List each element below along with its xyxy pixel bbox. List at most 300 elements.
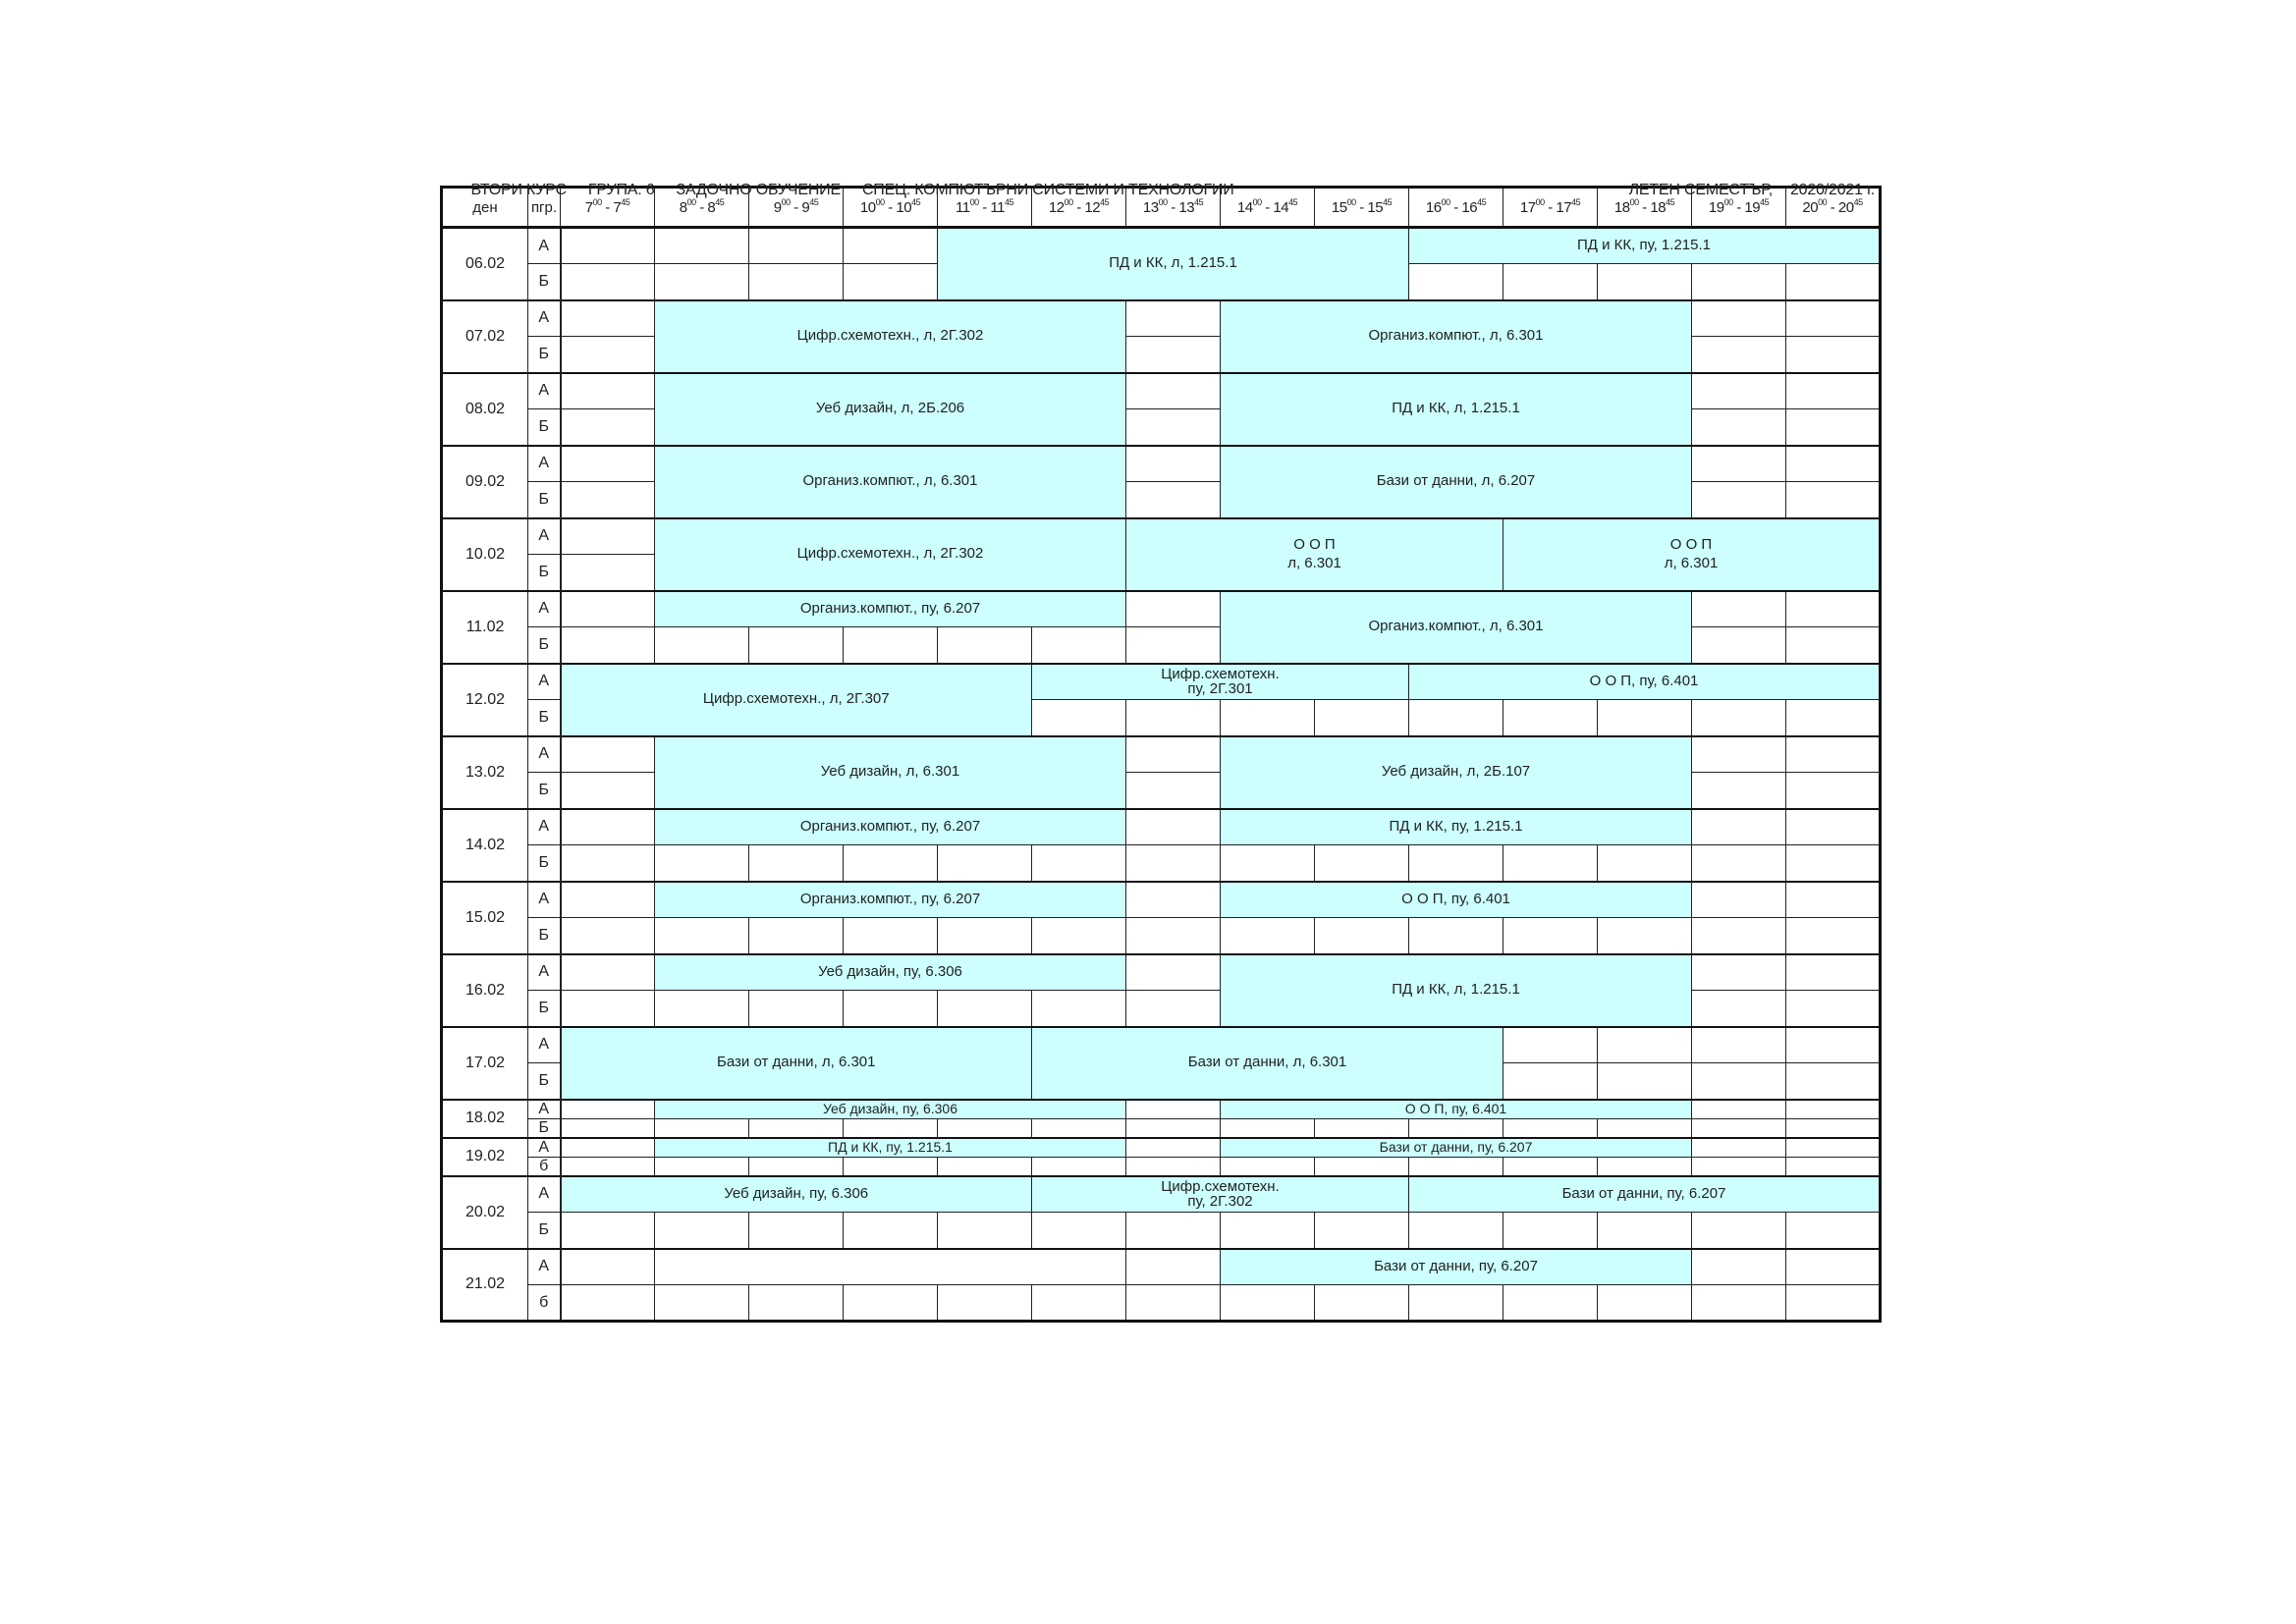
slot-end-hour: 8 [707,198,716,216]
table-row [442,1249,1881,1285]
empty-slot [1126,1249,1221,1285]
day-cell: 14.02 [442,809,528,882]
empty-slot [1032,918,1126,954]
empty-slot [561,446,655,482]
class-event [655,518,1126,591]
empty-slot [749,1157,844,1176]
empty-slot [1126,482,1221,518]
empty-slot [1409,845,1503,882]
empty-slot [1692,1213,1786,1249]
empty-slot [749,627,844,664]
class-event [1221,300,1692,373]
slot-end-hour: 18 [1650,198,1667,216]
table-row [442,518,1881,555]
slot-end-hour: 9 [801,198,810,216]
empty-slot [1126,954,1221,991]
empty-slot [1786,700,1881,736]
subgroup-cell: А [528,664,561,700]
empty-slot [844,918,938,954]
class-event [1221,373,1692,446]
empty-slot [655,991,749,1027]
empty-slot [1786,882,1881,918]
empty-slot [1032,845,1126,882]
slot-start-hour: 7 [584,198,593,216]
subgroup-cell: А [528,882,561,918]
empty-slot [1032,627,1126,664]
empty-slot [1221,918,1315,954]
empty-slot [1598,1285,1692,1322]
empty-slot [1315,918,1409,954]
empty-slot [1126,591,1221,627]
class-event [561,1027,1032,1100]
day-cell: 11.02 [442,591,528,664]
table-row [442,1027,1881,1063]
empty-slot [1786,809,1881,845]
class-event-line: ПД и КК, л, 1.215.1 [1392,981,1520,999]
empty-slot [1598,264,1692,300]
subgroup-cell: А [528,1027,561,1063]
subgroup-cell: А [528,1138,561,1158]
empty-slot [1503,1027,1598,1063]
empty-slot [1032,1157,1126,1176]
empty-slot [1126,1157,1221,1176]
empty-slot [561,627,655,664]
empty-slot [1126,736,1221,773]
class-event [1409,664,1881,700]
empty-slot [1692,1100,1786,1119]
time-slot-header [1409,188,1503,228]
day-cell: 17.02 [442,1027,528,1100]
empty-slot [561,1138,655,1158]
empty-slot [1692,409,1786,446]
empty-slot [1692,300,1786,337]
slot-start-minutes: 00 [1818,196,1828,207]
day-cell: 16.02 [442,954,528,1027]
empty-slot [561,555,655,591]
class-event [655,591,1126,627]
class-event-line: Организ.компют., пу, 6.207 [799,890,981,907]
slot-start-hour: 10 [859,198,876,216]
empty-slot [655,627,749,664]
day-cell: 19.02 [442,1138,528,1176]
course-label: ВТОРИ КУРС [470,182,567,198]
time-slot-header [1503,188,1598,228]
slot-separator: - [1638,198,1651,216]
slot-start-minutes: 00 [1723,196,1733,207]
empty-slot [938,1118,1032,1138]
class-event-line: ПД и КК, пу, 1.215.1 [828,1138,953,1155]
class-event [1126,518,1503,591]
empty-slot [1692,918,1786,954]
slot-end-hour: 10 [896,198,912,216]
slot-end-minutes: 45 [1760,196,1770,207]
slot-separator: - [1355,198,1368,216]
class-event-line: Цифр.схемотехн. [1161,665,1280,682]
slot-end-minutes: 45 [715,196,725,207]
class-event [1221,809,1692,845]
table-row [442,954,1881,991]
class-event [938,228,1409,300]
empty-slot [1786,918,1881,954]
table-row [442,1118,1881,1138]
empty-slot [1786,337,1881,373]
empty-slot [655,918,749,954]
empty-slot [1786,1100,1881,1119]
subgroup-cell: А [528,1176,561,1213]
empty-slot [1692,1249,1786,1285]
empty-slot [1598,918,1692,954]
schedule-sheet [440,164,1879,1323]
empty-slot [1692,991,1786,1027]
class-event [1221,591,1692,664]
header-left [446,164,1256,217]
slot-end-hour: 15 [1367,198,1384,216]
empty-slot [1786,1118,1881,1138]
empty-slot [561,1285,655,1322]
schedule-header [440,164,1879,198]
empty-slot [1409,1213,1503,1249]
empty-slot [938,845,1032,882]
empty-slot [1221,1118,1315,1138]
slot-end-minutes: 45 [1666,196,1675,207]
class-event-line: Цифр.схемотехн., л, 2Г.302 [796,327,984,345]
empty-slot [749,918,844,954]
empty-slot [1409,700,1503,736]
empty-slot [655,1285,749,1322]
class-event [1221,882,1692,918]
empty-slot [1786,845,1881,882]
class-event [1221,1100,1692,1119]
subgroup-cell: б [528,1157,561,1176]
day-column-header: ден [442,188,528,228]
subgroup-cell: А [528,228,561,264]
empty-slot [1221,1213,1315,1249]
table-row [442,591,1881,627]
class-event [655,1138,1126,1158]
day-cell: 13.02 [442,736,528,809]
subgroup-cell: Б [528,1213,561,1249]
slot-start-minutes: 00 [1158,196,1168,207]
empty-slot [561,591,655,627]
empty-slot [1503,1285,1598,1322]
empty-slot [1598,700,1692,736]
day-cell: 20.02 [442,1176,528,1249]
empty-slot [749,1285,844,1322]
empty-slot [561,736,655,773]
class-event-line: ПД и КК, л, 1.215.1 [1392,400,1520,417]
table-body [442,228,1881,1322]
empty-slot [561,518,655,555]
slot-end-minutes: 45 [621,196,630,207]
semester-label: ЛЕТЕН СЕМЕСТЪР, [1628,182,1773,198]
table-row [442,809,1881,845]
subgroup-cell: А [528,736,561,773]
empty-slot [1692,700,1786,736]
empty-slot [1503,1157,1598,1176]
slot-separator: - [1732,198,1745,216]
empty-slot [561,773,655,809]
empty-slot [1409,918,1503,954]
empty-slot [1786,1138,1881,1158]
empty-slot [1786,300,1881,337]
slot-start-hour: 15 [1331,198,1347,216]
table-row [442,1176,1881,1213]
empty-slot [561,809,655,845]
table-row [442,1100,1881,1119]
empty-slot [1786,1063,1881,1100]
empty-slot [1126,300,1221,337]
class-event [1503,518,1881,591]
table-row [442,373,1881,409]
slot-separator: - [790,198,802,216]
empty-slot [844,991,938,1027]
slot-separator: - [1827,198,1838,216]
empty-slot [1409,1157,1503,1176]
class-event-line: Бази от данни, л, 6.301 [1187,1054,1347,1071]
class-event [655,446,1126,518]
empty-slot [1032,1213,1126,1249]
subgroup-cell: А [528,373,561,409]
empty-slot [938,918,1032,954]
empty-slot [1032,991,1126,1027]
subgroup-cell: Б [528,409,561,446]
subgroup-cell: А [528,954,561,991]
empty-slot [1503,918,1598,954]
subgroup-cell: Б [528,991,561,1027]
empty-slot [1598,1118,1692,1138]
class-event-line: Организ.компют., л, 6.301 [1368,618,1544,635]
empty-slot [1126,627,1221,664]
table-row [442,1157,1881,1176]
empty-slot [844,627,938,664]
slot-end-hour: 13 [1178,198,1195,216]
empty-slot [655,1213,749,1249]
class-event-line: Организ.компют., пу, 6.207 [799,817,981,835]
empty-slot [1786,1249,1881,1285]
empty-slot [1786,627,1881,664]
empty-slot [561,918,655,954]
class-event [1032,1027,1503,1100]
empty-slot [1786,954,1881,991]
empty-slot [1126,700,1221,736]
subgroup-cell: б [528,1285,561,1322]
slot-end-hour: 17 [1556,198,1572,216]
class-event-line: Уеб дизайн, пу, 6.306 [818,962,962,980]
class-event [561,1176,1032,1213]
class-event [655,882,1126,918]
class-event-line: Бази от данни, пу, 6.207 [1561,1184,1726,1202]
slot-end-minutes: 45 [809,196,819,207]
empty-slot [1126,1285,1221,1322]
slot-start-hour: 17 [1519,198,1536,216]
empty-slot [1126,882,1221,918]
empty-slot [1786,1285,1881,1322]
slot-start-hour: 9 [773,198,782,216]
class-event-line: Организ.компют., л, 6.301 [802,472,978,490]
class-event [1221,1138,1692,1158]
slot-end-minutes: 45 [1288,196,1298,207]
empty-slot [1598,845,1692,882]
empty-slot [1692,773,1786,809]
slot-start-minutes: 00 [1629,196,1639,207]
slot-separator: - [695,198,708,216]
table-row [442,1138,1881,1158]
class-event-line: Уеб дизайн, пу, 6.306 [822,1100,957,1116]
day-cell: 06.02 [442,228,528,300]
class-event [1221,1249,1692,1285]
slot-end-hour: 7 [613,198,622,216]
slot-start-minutes: 00 [1064,196,1073,207]
day-cell: 21.02 [442,1249,528,1322]
empty-slot [561,228,655,264]
subgroup-cell: Б [528,700,561,736]
empty-slot [1126,1118,1221,1138]
slot-start-hour: 19 [1708,198,1724,216]
day-cell: 18.02 [442,1100,528,1138]
empty-slot [561,1157,655,1176]
empty-slot [1032,1118,1126,1138]
empty-slot [1126,773,1221,809]
class-event [655,736,1126,809]
empty-slot [1786,264,1881,300]
class-event-line: Цифр.схемотехн. [1161,1177,1280,1195]
day-cell: 09.02 [442,446,528,518]
slot-separator: - [1072,198,1085,216]
day-cell: 08.02 [442,373,528,446]
subgroup-cell: А [528,518,561,555]
subgroup-cell: Б [528,1063,561,1100]
schedule-table [440,186,1882,1323]
empty-slot [655,845,749,882]
class-event [655,809,1126,845]
subgroup-cell: Б [528,482,561,518]
empty-slot [655,1249,1126,1285]
class-event-line: Цифр.схемотехн., л, 2Г.307 [702,690,890,708]
slot-start-hour: 18 [1613,198,1630,216]
empty-slot [1409,1285,1503,1322]
empty-slot [844,845,938,882]
empty-slot [561,337,655,373]
empty-slot [749,991,844,1027]
empty-slot [1598,1063,1692,1100]
subgroup-cell: Б [528,627,561,664]
empty-slot [655,228,749,264]
empty-slot [655,264,749,300]
class-event-line: Бази от данни, пу, 6.207 [1379,1138,1533,1155]
slot-end-minutes: 45 [1005,196,1014,207]
empty-slot [1598,1027,1692,1063]
class-event-line: ПД и КК, пу, 1.215.1 [1389,817,1523,835]
empty-slot [561,264,655,300]
empty-slot [1692,1118,1786,1138]
slot-start-minutes: 00 [781,196,791,207]
empty-slot [1315,700,1409,736]
class-event-line: Организ.компют., пу, 6.207 [799,599,981,617]
day-cell: 10.02 [442,518,528,591]
slot-start-minutes: 00 [686,196,696,207]
empty-slot [1032,700,1126,736]
empty-slot [1692,1138,1786,1158]
study-form-label: ЗАДОЧНО ОБУЧЕНИЕ [676,182,841,198]
empty-slot [1315,1157,1409,1176]
class-event-line: О О П [1669,535,1713,553]
empty-slot [1503,1118,1598,1138]
empty-slot [1786,736,1881,773]
empty-slot [938,1285,1032,1322]
empty-slot [1692,845,1786,882]
slot-start-hour: 11 [955,198,970,216]
slot-end-minutes: 45 [1571,196,1581,207]
slot-separator: - [1449,198,1462,216]
header-right [1586,164,1875,217]
class-event [1032,664,1409,700]
empty-slot [1692,264,1786,300]
slot-separator: - [1544,198,1557,216]
day-cell: 12.02 [442,664,528,736]
class-event-line: Уеб дизайн, л, 6.301 [820,763,960,781]
table-row [442,664,1881,700]
empty-slot [938,1157,1032,1176]
class-event-line: О О П, пу, 6.401 [1401,890,1510,907]
subgroup-cell: Б [528,264,561,300]
empty-slot [1786,1213,1881,1249]
slot-end-hour: 16 [1461,198,1478,216]
subgroup-cell: Б [528,918,561,954]
empty-slot [561,409,655,446]
class-event-line: Бази от данни, пу, 6.207 [1374,1257,1538,1274]
empty-slot [561,1100,655,1119]
slot-start-minutes: 00 [969,196,979,207]
class-event-line: л, 6.301 [1287,554,1341,571]
empty-slot [1692,1157,1786,1176]
empty-slot [561,954,655,991]
empty-slot [1126,409,1221,446]
slot-end-minutes: 45 [1194,196,1204,207]
empty-slot [1221,845,1315,882]
slot-start-minutes: 00 [592,196,602,207]
empty-slot [1598,1157,1692,1176]
empty-slot [1503,700,1598,736]
empty-slot [1786,482,1881,518]
slot-start-hour: 13 [1142,198,1159,216]
empty-slot [938,1213,1032,1249]
empty-slot [1692,591,1786,627]
class-event-line: О О П, пу, 6.401 [1589,672,1699,689]
empty-slot [749,845,844,882]
day-cell: 07.02 [442,300,528,373]
empty-slot [561,991,655,1027]
empty-slot [561,300,655,337]
empty-slot [1126,991,1221,1027]
class-event-line: Бази от данни, л, 6.207 [1376,472,1536,490]
slot-separator: - [1167,198,1179,216]
slot-end-hour: 12 [1084,198,1101,216]
empty-slot [1126,845,1221,882]
subgroup-cell: Б [528,845,561,882]
empty-slot [844,264,938,300]
empty-slot [1126,446,1221,482]
subgroup-cell: А [528,809,561,845]
empty-slot [1126,373,1221,409]
table-row [442,1285,1881,1322]
empty-slot [655,1118,749,1138]
empty-slot [1126,918,1221,954]
class-event-line: О О П [1293,535,1336,553]
empty-slot [1786,773,1881,809]
class-event [1032,1176,1409,1213]
slot-end-minutes: 45 [1477,196,1487,207]
empty-slot [561,482,655,518]
